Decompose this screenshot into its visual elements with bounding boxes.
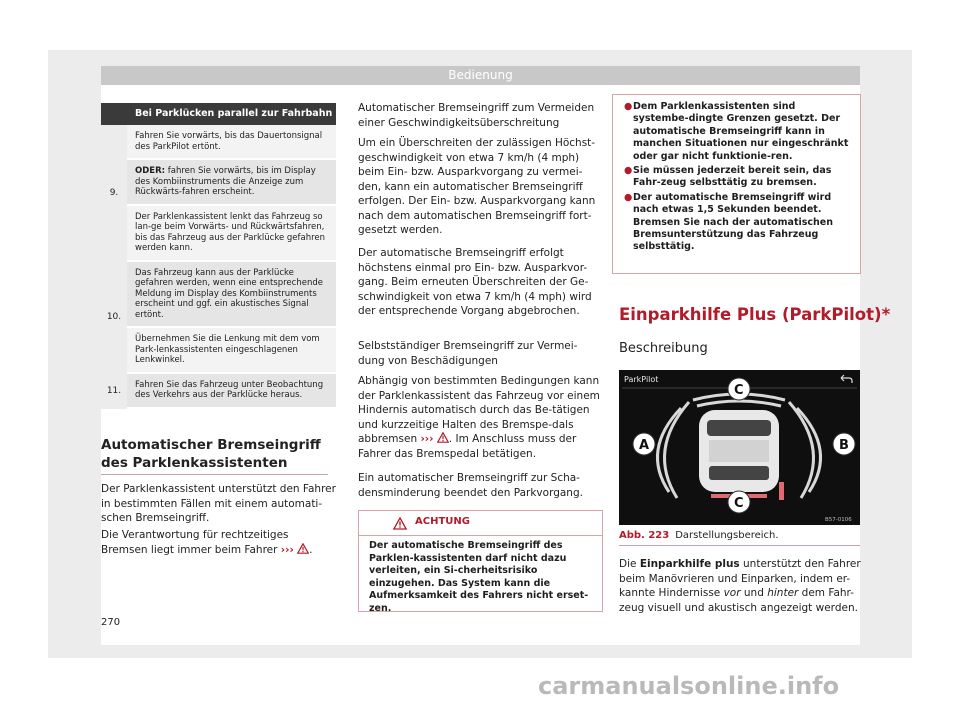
figure-code: B57-0106 [825,517,852,523]
steps-table [101,103,336,409]
table-row [101,374,336,409]
section-heading: Einparkhilfe Plus (ParkPilot)* [619,305,891,324]
paragraph [358,374,601,461]
label-a [633,433,655,455]
table-cell: Übernehmen Sie die Lenkung mit dem vom Park-lenkassistenten eingeschlagenen Lenkwinkel. [127,328,336,374]
list-item-text: Sie müssen jederzeit bereit sein, das Fahr-zeug selbsttätig zu bremsen. [633,165,832,189]
warning-box [358,510,603,612]
table-row [101,262,336,374]
bullet-icon: ● [624,101,633,112]
section-heading: Automatischer Bremseingriff des Parklenkassistenten [101,437,321,471]
table-cell: Der Parklenkassistent lenkt das Fahrzeug so lan-ge beim Vorwärts- und Rückwärtsfahren, bis das Fahrzeug aus der Parklücke gefahren werden kann. [127,206,336,262]
side-warning-bar [779,482,784,500]
table-header-num [101,103,127,125]
table-cell: Das Fahrzeug kann aus der Parklücke gefahren werden, wenn eine entsprechende Meldung im Display des Kombiinstruments erscheint und ggf. ein akustisches Signal ertönt. [127,262,336,329]
warning-label: ACHTUNG [415,516,470,527]
table-cell-text: fahren Sie vorwärts, bis im Display des Kombiinstruments die Anzeige zum Rückwärts-fahren erscheint. [135,166,316,197]
svg-text:B: B [839,438,849,453]
or-label: ODER: [135,166,166,176]
warning-header [359,511,602,536]
paragraph-text: Die Verantwortung für rechtzeitiges Bremsen liegt immer beim Fahrer [101,529,289,556]
paragraph: Um ein Überschreiten der zulässigen Höchst-geschwindigkeit von etwa 7 km/h (4 mph) beim Ein- bzw. Ausparkvorgang zu vermei-den, kann ein automatischer Bremseingriff erfolgen. Der Ein- bzw. Ausparkvorgang kann nach dem automatischen Bremseingriff fort-gesetzt werden. [358,137,596,236]
section-header: Bedienung [101,66,860,85]
table-header [101,103,336,125]
bullet-icon: ● [624,165,633,177]
list-item-text: Dem Parklenkassistenten sind systembe-dingte Grenzen gesetzt. Der automatische Bremseingriff kann in manchen Situationen nur eingeschränkt oder gar nicht funktionie-ren. [633,101,849,162]
svg-text:C: C [734,383,744,398]
paragraph: Ein automatischer Bremseingriff zur Scha-densminderung beendet den Parkvorgang. [358,472,583,499]
table-cell: Fahren Sie vorwärts, bis das Dauertonsignal des ParkPilot ertönt. [127,125,336,160]
table-row [101,125,336,262]
table-cell: Fahren Sie das Fahrzeug unter Beobachtung des Verkehrs aus der Parklücke heraus. [127,374,336,409]
table-cell [127,160,336,206]
note-box [612,94,861,274]
paragraph: Die Einparkhilfe plus unterstützt den Fahrer beim Manövrieren und Einparken, indem er-kannte Hindernisse vor und hinter dem Fahr-zeug visuell und akustisch angezeigt werden. [619,558,861,614]
figure-number: Abb. 223 [619,530,670,541]
list-item-text: Der automatische Bremseingriff wird nach etwas 1,5 Sekunden beendet. Bremsen Sie nach der automatischen Bremsunterstützung das Fahrzeug selbsttätig. [633,191,834,253]
parkpilot-display [619,370,860,525]
subheading: Beschreibung [619,341,708,356]
note-list [613,95,860,254]
caption-rule [619,545,860,546]
label-c-bottom [728,491,750,513]
heading-rule [101,474,328,475]
paragraph: Der automatische Bremseingriff erfolgt höchstens einmal pro Ein- bzw. Ausparkvor-gang. Beim erneuten Überschreiten der Ge-schwindigkeit von etwa 7 km/h (4 mph) wird der entsprechende Vorgang abgebrochen. [358,247,592,317]
warning-icon [297,543,309,554]
table-header-title: Bei Parklücken parallel zur Fahrbahn [127,103,336,125]
step-number: 11. [101,374,127,409]
label-b [833,433,855,455]
car-icon [699,410,779,492]
subheading: Selbstständiger Bremseingriff zur Vermei-dung von Beschädigungen [358,340,578,367]
screen-title: ParkPilot [624,375,659,384]
watermark: carmanualsonline.info [538,672,840,700]
page-number: 270 [101,617,121,628]
list-item [624,192,852,254]
step-number: 10. [101,262,127,374]
paragraph: Der Parklenkassistent unterstützt den Fahrer in bestimmten Fällen mit einem automati-schen Bremseingriff. [101,483,336,524]
subheading: Automatischer Bremseingriff zum Vermeiden einer Geschwindigkeitsüberschreitung [358,102,595,129]
figure-caption [619,530,860,541]
caption-text: Darstellungsbereich. [675,530,779,541]
svg-text:C: C [734,496,744,511]
warning-icon [393,517,407,530]
paragraph: Die Verantwortung für rechtzeitiges Bremsen liegt immer beim Fahrer ››› . [101,529,313,556]
bullet-icon: ● [624,191,633,203]
paragraph-text: . Im Anschluss muss der Fahrer das Bremspedal betätigen. [358,433,577,460]
warning-icon [437,432,449,443]
crossref-link[interactable]: ››› [280,543,294,556]
list-item [624,101,852,163]
crossref-link[interactable]: ››› [420,433,434,445]
list-item [624,165,852,190]
svg-text:A: A [639,438,650,453]
paragraph-text: Abhängig von bestimmten Bedingungen kann der Parklenkassistent das Fahrzeug vor einem Hindernis automatisch durch das Be-tätigen und kurzzeitige Halten des Bremspe-dals abbremsen [358,375,600,445]
warning-text: Der automatische Bremseingriff des Parklen-kassistenten darf nicht dazu verleiten, ein Si-cherheitsrisiko einzugehen. Das System kann die Aufmerksamkeit des Fahrers nicht erset-zen. [369,540,589,614]
parkpilot-figure [619,370,860,525]
step-number: 9. [101,125,127,262]
label-c-top [728,378,750,400]
